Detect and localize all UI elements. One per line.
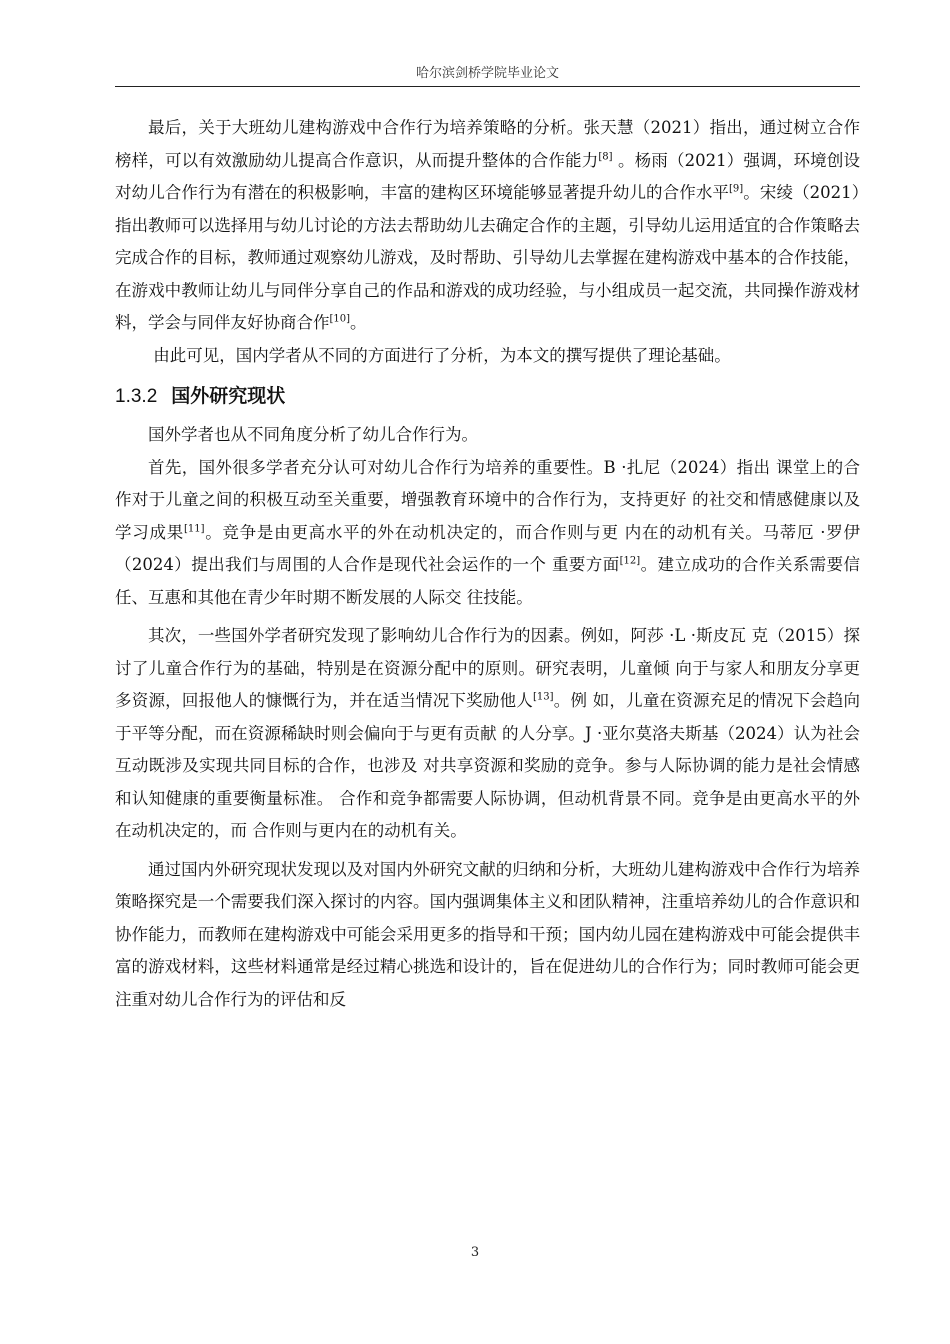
page-number: 3 [470, 1245, 480, 1260]
section-heading [115, 380, 860, 413]
paragraph [115, 112, 860, 340]
citation-ref: [12] [619, 555, 641, 567]
paragraph-text: 首先，国外很多学者充分认可对幼儿合作行为培养的重要性。B ·扎尼（2024）指出 课堂上的合作对于儿童之间的积极互动至关重要，增强教育环境中的合作行为，支持更好 的社交和情感健康以及学习成果 [115, 457, 860, 542]
paragraph-group-domestic [115, 112, 860, 372]
paragraph-text: 。例 如，儿童在资源充足的情况下会趋向于平等分配，而在资源稀缺时则会偏向于与更有贡献 的人分享。J ·亚尔莫洛夫斯基（2024）认为社会互动既涉及实现共同目标的合作，也涉及 对共享资源和奖励的竞争。参与人际协调的能力是社会情感和认知健康的重要衡量标准。 合作和竞争都需要人际协调，但动机背景不同。竞争是由更高水平的外在动机决定的，而 合作则与更内在的动机有关。 [115, 691, 861, 840]
paragraph [115, 419, 860, 452]
paragraph-text: 其次，一些国外学者研究发现了影响幼儿合作行为的因素。例如，阿莎 ·L ·斯皮瓦 克（2015）探讨了儿童合作行为的基础，特别是在资源分配中的原则。研究表明，儿童倾 向于与家人和朋友分享更多资源，回报他人的慷慨行为，并在适当情况下奖励他人 [115, 626, 860, 710]
paragraph-text: 。建立成功的合作关系需要信任、互惠和其他在青少年时期不断发展的人际交 往技能。 [115, 555, 860, 607]
page-body [115, 112, 860, 1016]
citation-ref: [9] [729, 183, 744, 195]
paragraph [115, 620, 860, 848]
paragraph-text: 最后，关于大班幼儿建构游戏中合作行为培养策略的分析。张天慧（2021）指出，通过树立合作榜样，可以有效激励幼儿提高合作意识，从而提升整体的合作能力 [115, 118, 860, 170]
paragraph-text: 。宋绫（2021）指出教师可以选择用与幼儿讨论的方法去帮助幼儿去确定合作的主题，引导幼儿运用适宜的合作策略去完成合作的目标，教师通过观察幼儿游戏，及时帮助、引导幼儿去掌握在建构游戏中基本的合作技能，在游戏中教师让幼儿与同伴分享自己的作品和游戏的成功经验，与小组成员一起交流，共同操作游戏材料，学会与同伴友好协商合作 [115, 183, 860, 332]
section-title: 国外研究现状 [171, 385, 286, 407]
section-number: 1.3.2 [115, 386, 158, 407]
citation-ref: [11] [183, 523, 205, 534]
header-divider [115, 86, 860, 87]
paragraph [115, 340, 860, 373]
citation-ref: [8] [598, 151, 613, 162]
paragraph-text: 。杨雨（2021）强调，环境创设对幼儿合作行为有潜在的积极影响，丰富的建构区环境能够显著提升幼儿的合作水平 [115, 150, 860, 202]
paragraph [115, 854, 860, 1017]
paragraph-text: 。 [350, 313, 367, 332]
paragraph-text: 由此可见，国内学者从不同的方面进行了分析，为本文的撰写提供了理论基础。 [148, 345, 731, 365]
citation-ref: [10] [329, 313, 351, 325]
paragraph-text: 。竞争是由更高水平的外在动机决定的，而合作则与更 内在的动机有关。马蒂厄 ·罗伊（2024）提出我们与周围的人合作是现代社会运作的一个 重要方面 [115, 522, 860, 574]
page-header: 哈尔滨剑桥学院毕业论文 [415, 66, 559, 81]
paragraph-text: 通过国内外研究现状发现以及对国内外研究文献的归纳和分析，大班幼儿建构游戏中合作行为培养策略探究是一个需要我们深入探讨的内容。国内强调集体主义和团队精神，注重培养幼儿的合作意识和协作能力，而教师在建构游戏中可能会采用更多的指导和干预；国内幼儿园在建构游戏中可能会提供丰富的游戏材料，这些材料通常是经过精心挑选和设计的，旨在促进幼儿的合作行为；同时教师可能会更注重对幼儿合作行为的评估和反 [115, 859, 860, 1009]
paragraph-text: 国外学者也从不同角度分析了幼儿合作行为。 [148, 425, 478, 444]
citation-ref: [13] [533, 691, 554, 703]
paragraph-group-foreign [115, 419, 860, 1016]
paragraph [115, 452, 860, 615]
